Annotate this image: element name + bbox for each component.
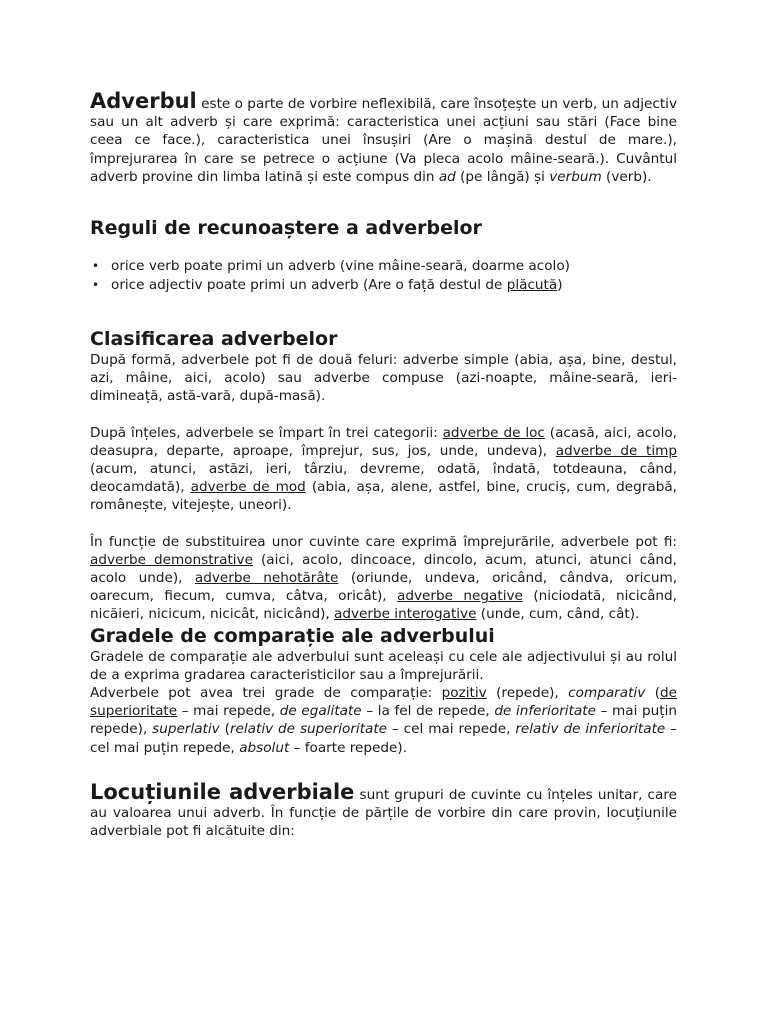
locutiunile-title: Locuțiunile adverbiale	[90, 779, 355, 804]
text-run: (unde, cum, când, cât).	[476, 606, 640, 623]
adverbe-de-loc-term: adverbe de loc	[442, 424, 545, 441]
comparativ-term: comparativ	[568, 685, 646, 702]
placuta-link: plăcută	[506, 277, 558, 294]
relativ-de-superioritate-term: relativ de superioritate	[229, 721, 388, 738]
adverbul-text-1: este o parte de vorbire neflexibilă, care însoțește un verb, un adjectiv sau un alt adverb și care exprimă: caracteristica unei acțiuni sau stări (Face bine ceea ce face.), caracteristica unei însușiri (Are o mașină destul de mare.), împrejurarea în care se petrece o acțiune (Va pleca acolo mâine-seară.). Cuvântul adverb provine din limba latină și este compus din	[90, 96, 677, 185]
locutiunile-paragraph	[90, 779, 677, 841]
de-superioritate-term: de superioritate	[90, 685, 677, 720]
bullet-text: orice verb poate primi un adverb (vine mâine-seară, doarme acolo)	[111, 258, 570, 275]
ad-term: ad	[438, 168, 456, 185]
reguli-list	[90, 257, 677, 295]
document-body	[90, 89, 678, 840]
text-run: (oriunde, undeva, oricând, cândva, oricum, oarecum, fiecum, cumva, câtva, oricât),	[90, 570, 678, 605]
adverbe-de-timp-term: adverbe de timp	[555, 442, 677, 459]
adverbe-nehotarate-term: adverbe nehotărâte	[194, 570, 339, 587]
adverbul-text-2: (pe lângă) și	[455, 168, 550, 185]
text-run: (	[645, 685, 660, 702]
clasificarea-heading: Clasificarea adverbelor	[90, 328, 338, 351]
text-run: (acum, atunci, astăzi, ieri, târziu, devreme, odată, îndată, totdeauna, când, deocamdată),	[90, 461, 677, 496]
clasificarea-forma-paragraph: După formă, adverbele pot fi de două feluri: adverbe simple (abia, așa, bine, destul, azi, mâine, aici, acolo) sau adverbe compuse (azi-noapte, mâine-seară, ieri-dimineață, astă-vară, după-masă).	[90, 352, 677, 405]
adverbul-paragraph	[90, 89, 677, 186]
absolut-term: absolut	[239, 739, 290, 756]
adverbul-text-3: (verb).	[601, 168, 652, 185]
text-run: Adverbele pot avea trei grade de comparație:	[90, 685, 442, 702]
text-run: (aici, acolo, dincoace, dincolo, acum, atunci, atunci când, acolo unde),	[90, 551, 677, 587]
text-run: (niciodată, nicicând, nicăieri, nicicum, nicicât, nicicând),	[90, 588, 677, 623]
bullet-text-pre: orice adjectiv poate primi un adverb (Are o față destul de	[111, 277, 507, 294]
text-run: – foarte repede).	[289, 739, 408, 756]
clasificarea-substituire-paragraph	[90, 533, 677, 624]
bullet-text-post: )	[557, 277, 563, 294]
locutiunile-text: sunt grupuri de cuvinte cu înțeles unitar, care au valoarea unui adverb. În funcție de părțile de vorbire din care provin, locuțiunile adverbiale pot fi alcătuite din:	[90, 786, 677, 840]
reguli-heading: Reguli de recunoaștere a adverbelor	[90, 217, 482, 240]
pozitiv-term: pozitiv	[441, 685, 487, 702]
relativ-de-inferioritate-term: relativ de inferioritate	[515, 721, 666, 738]
text-run: – mai repede,	[177, 703, 280, 720]
verbum-term: verbum	[549, 168, 602, 185]
text-run: – cel mai repede,	[387, 721, 516, 738]
text-run: – la fel de repede,	[361, 703, 495, 720]
adverbe-negative-term: adverbe negative	[397, 588, 523, 605]
adverbul-title: Adverbul	[90, 89, 197, 113]
text-run: – cel mai puțin repede,	[90, 721, 678, 756]
gradele-intro-paragraph: Gradele de comparație ale adverbului sunt aceleași cu cele ale adjectivului și au rolul de a exprima gradarea caracteristicilor sau a împrejurării.	[90, 648, 677, 683]
text-run: (acasă, aici, acolo, deasupra, departe, aproape, împrejur, sus, jos, unde, undeva),	[90, 424, 677, 459]
superlativ-term: superlativ	[152, 721, 220, 738]
text-run: – mai puțin repede),	[90, 703, 677, 738]
list-item	[90, 276, 677, 295]
text-run: (	[219, 721, 230, 738]
gradele-heading: Gradele de comparație ale adverbului	[90, 624, 495, 647]
list-item	[90, 257, 677, 276]
text-run: După înțeles, adverbele se împart în trei categorii:	[90, 424, 443, 441]
adverbe-de-mod-term: adverbe de mod	[190, 479, 306, 496]
text-run: (abia, așa, alene, astfel, bine, cruciș, cum, degrabă, românește, vitejește, uneori).	[90, 479, 677, 514]
adverbe-demonstrative-term: adverbe demonstrative	[90, 551, 253, 568]
clasificarea-inteles-paragraph	[90, 424, 677, 515]
text-run: (repede),	[486, 685, 569, 702]
gradele-detail-paragraph	[90, 684, 677, 757]
de-inferioritate-term: de inferioritate	[494, 703, 596, 720]
text-run: În funcție de substituirea unor cuvinte care exprimă împrejurările, adverbele pot fi:	[90, 533, 677, 550]
adverbe-interogative-term: adverbe interogative	[334, 606, 477, 623]
de-egalitate-term: de egalitate	[279, 703, 362, 720]
